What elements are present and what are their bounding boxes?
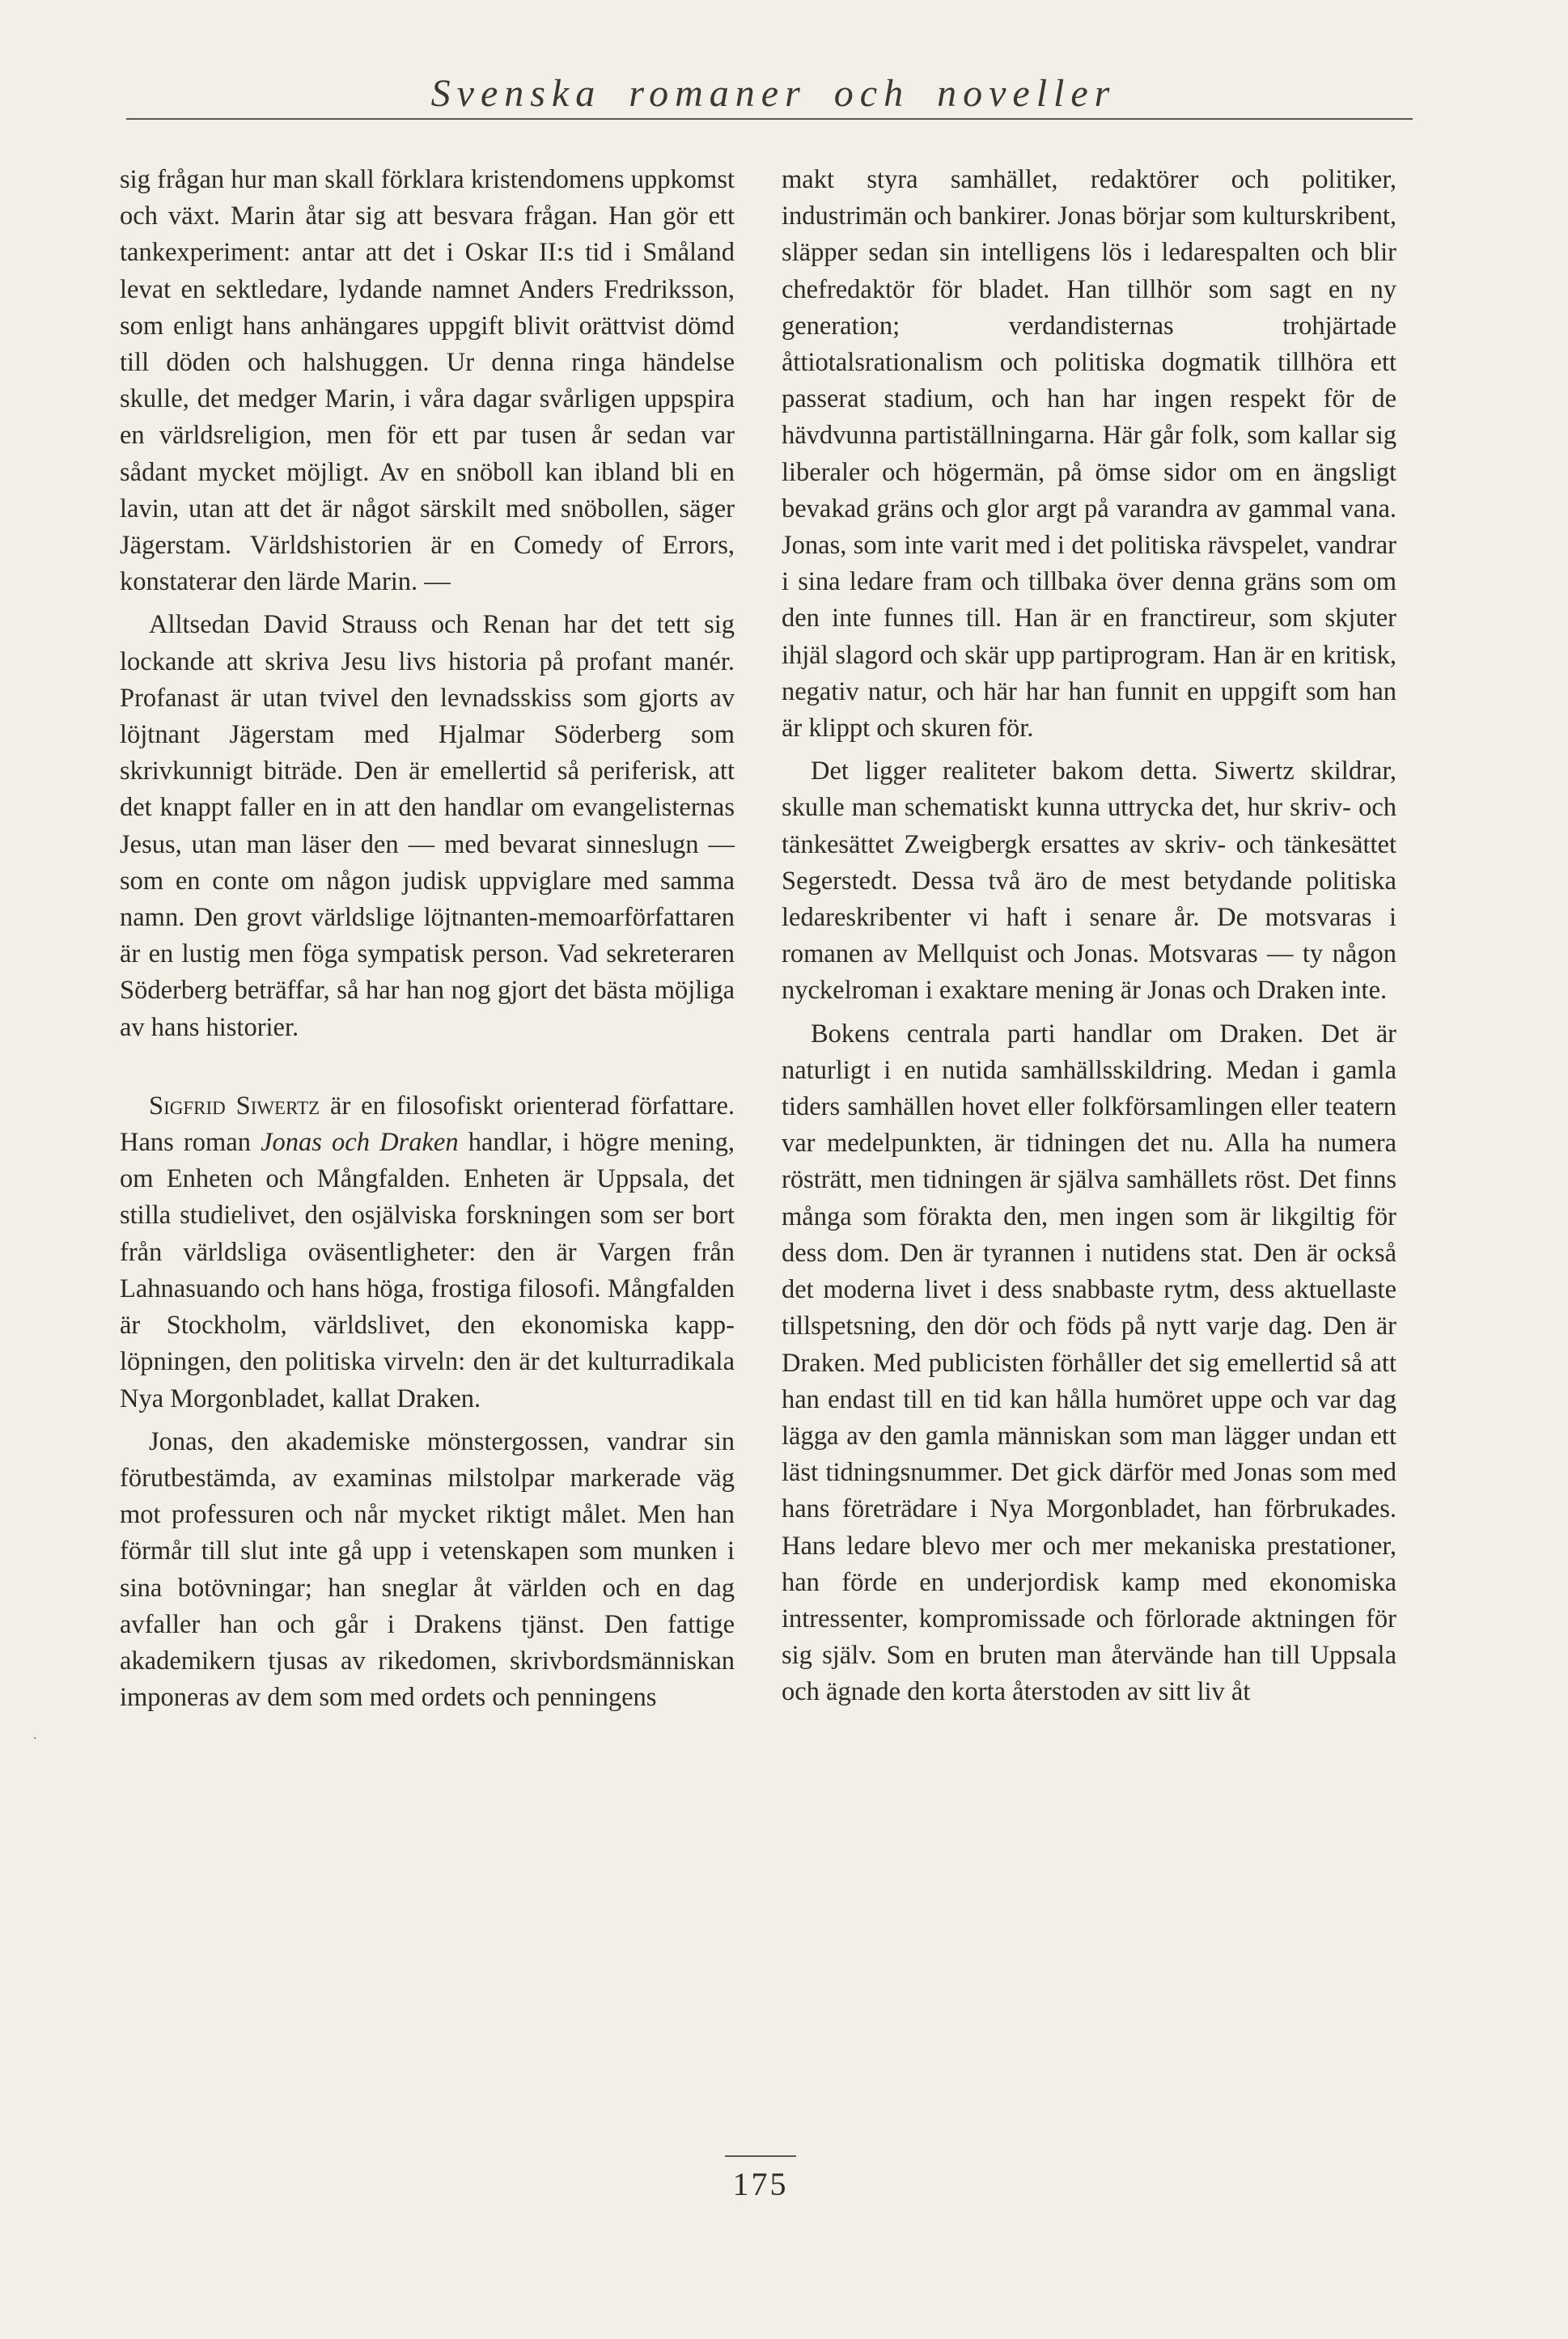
left-column [120,162,735,1716]
header-rule [126,118,1413,120]
margin-mark: · [32,1730,38,1748]
running-header: Svenska romaner och noveller [430,72,1117,115]
right-paragraph-1: makt styra samhället, redaktörer och politiker, industrimän och bankirer. Jonas börjar som kulturskribent, släpper sedan sin intelligens lös i ledarespalten och blir chefredaktör för bladet. Han tillhör som sagt en ny generation; verdandisternas trohjärtade åttiotalsrationalism och politiska dogmatik tillhöra ett passerat stadium, och han har ingen respekt för de hävdvunna partiställningarna. Här går folk, som kallar sig liberaler och högermän, på ömse sidor om en ängsligt bevakad gräns och glor argt på varandra av gammal vana. Jonas, som inte varit med i det politiska rävspelet, vandrar i sina ledare fram och tillbaka över denna gräns som om den inte funnes till. Han är en franctireur, som skjuter ihjäl slagord och skär upp partiprogram. Han är en kritisk, negativ natur, och här har han funnit en uppgift som han är klippt och skuren för. [782,165,1397,744]
right-paragraph-3: Bokens centrala parti handlar om Draken. Det är naturligt i en nutida samhällsskildring. Medan i gamla tiders samhällen hovet eller folkförsamlingen eller teatern var medelpunkten, är tidningen det nu. Alla ha numera rösträtt, men tidningen är själva samhällets röst. Det finns många som förakta den, men ingen som är likgiltig för dess dom. Den är tyrannen i nutidens stat. Den är också det moderna livet i dess snabbaste rytm, dess aktuellaste tillspetsning, den dör och föds på nytt varje dag. Den är Draken. Med publicisten förhåller det sig emellertid så att han endast till en tid kan hålla humöret uppe och var dag lägga av den gamla människan som man lägger undan ett läst tidningsnummer. Det gick därför med Jonas som med hans företrädare i Nya Morgonbladet, han förbrukades. Hans ledare blevo mer och mer mekaniska prestationer, han förde en underjordisk kamp med ekonomiska intressenter, kompromissade och förlorade aktningen för sig själv. Som en bruten man återvände han till Uppsala och ägnade den korta återstoden av sitt liv åt [782,1019,1396,1707]
left-paragraph-1: sig frågan hur man skall förklara kristendomens uppkomst och växt. Marin åtar sig att besvara frågan. Han gör ett tankexperiment: antar att det i Oskar II:s tid i Småland levat en sektledare, lydande namnet Anders Fredriksson, som enligt hans anhängares uppgift blivit orättvist dömd till döden och halshuggen. Ur denna ringa händelse skulle, det medger Marin, i våra dagar svårligen uppspira en världsreligion, men för ett par tusen år sedan var sådant mycket möjligt. Av en snöboll kan ibland bli en lavin, utan att det är något särskilt med snöbollen, säger Jägerstam. Världshistorien är en Comedy of Errors, konstaterar den lärde Marin. — [120,165,735,597]
book-title: Jonas och Draken [261,1128,459,1158]
left-paragraph-3-part-a: är en filosofiskt orienterad författare. Hans roman [120,1091,735,1158]
author-name: Sigfrid Siwertz [149,1091,320,1121]
left-paragraph-3-part-b: handlar, i högre mening, om Enheten och Mångfalden. Enheten är Uppsala, det stilla studielivet, den osjälviska forskningen som ser bort från världsliga oväsentligheter: den är Vargen från Lahnasuando och hans höga, frostiga filosofi. Mångfalden är Stockholm, världslivet, den ekonomiska kapplöpningen, den politiska virveln: den är det kulturradikala Nya Morgonbladet, kallat Draken. [120,1128,735,1413]
right-paragraph-2: Det ligger realiteter bakom detta. Siwertz skildrar, skulle man schematiskt kunna uttrycka det, hur skriv- och tänkesättet Zweigbergk ersattes av skriv- och tänkesättet Segerstedt. Dessa två äro de mest betydande politiska ledareskribenter vi haft i senare år. De motsvaras i romanen av Mellquist och Jonas. Motsvaras — ty någon nyckelroman i exaktare mening är Jonas och Draken inte. [782,756,1396,1006]
right-column [782,162,1396,1711]
footer-rule [725,2155,796,2157]
page-number: 175 [732,2166,789,2202]
left-paragraph-2: Alltsedan David Strauss och Renan har det tett sig lockande att skriva Jesu livs historia på profant manér. Profanast är utan tvivel den levnadsskiss som gjorts av löjtnant Jägerstam med Hjalmar Söderberg som skrivkunnigt biträde. Den är emellertid så periferisk, att det knappt faller en in att den handlar om evangelisternas Jesus, utan man läser den — med bevarat sinneslugn — som en conte om någon judisk uppviglare med samma namn. Den grovt världslige löjtnanten-memoarförfattaren är en lustig men föga sympatisk person. Vad sekreteraren Söderberg beträffar, så har han nog gjort det bästa möjliga av hans historier. [120,610,735,1042]
left-paragraph-4: Jonas, den akademiske mönstergossen, vandrar sin förutbestämda, av examinas milstolpar markerade väg mot professuren och når mycket riktigt målet. Men han förmår till slut inte gå upp i vetenskapen som munken i sina botövningar; han sneglar åt världen och en dag avfaller han och går i Drakens tjänst. Den fattige akademikern tjusas av rikedomen, skrivbordsmänniskan imponeras av dem som med ordets och penningens [120,1426,735,1713]
left-paragraph-3 [120,1088,735,1417]
